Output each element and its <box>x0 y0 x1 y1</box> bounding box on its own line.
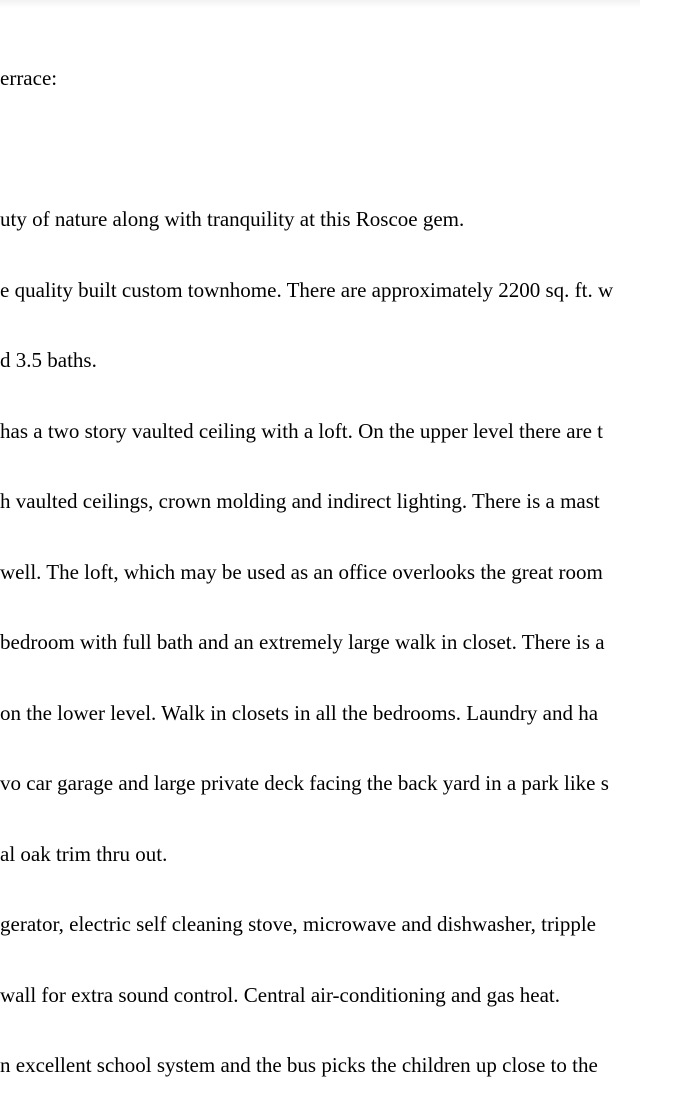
text-line-4: has a two story vaulted ceiling with a loft. On the upper level there are t <box>0 418 603 443</box>
text-line-10: al oak trim thru out. <box>0 841 168 866</box>
blank-line <box>0 138 686 162</box>
text-line-12: wall for extra sound control. Central air-conditioning and gas heat. <box>0 982 560 1007</box>
text-line-7: bedroom with full bath and an extremely large walk in closet. There is a <box>0 630 605 654</box>
text-line-13: n excellent school system and the bus picks the children up close to the <box>0 1053 598 1077</box>
text-line-3: d 3.5 baths. <box>0 348 97 372</box>
text-line-11: gerator, electric self cleaning stove, microwave and dishwasher, tripple <box>0 912 596 936</box>
text-line-8: on the lower level. Walk in closets in all the bedrooms. Laundry and ha <box>0 700 599 725</box>
text-line-2: e quality built custom townhome. There are approximately 2200 sq. ft. w <box>0 277 614 302</box>
text-line-5: h vaulted ceilings, crown molding and indirect lighting. There is a mast <box>0 489 600 513</box>
section-heading: errace: <box>0 66 58 90</box>
text-line-6: well. The loft, which may be used as an office overlooks the great room <box>0 559 603 584</box>
text-line-1: uty of nature along with tranquility at this Roscoe gem. <box>0 207 465 231</box>
text-line-9: vo car garage and large private deck facing the back yard in a park like s <box>0 771 609 795</box>
top-edge-shade <box>0 0 640 8</box>
listing-description <box>0 20 686 1101</box>
